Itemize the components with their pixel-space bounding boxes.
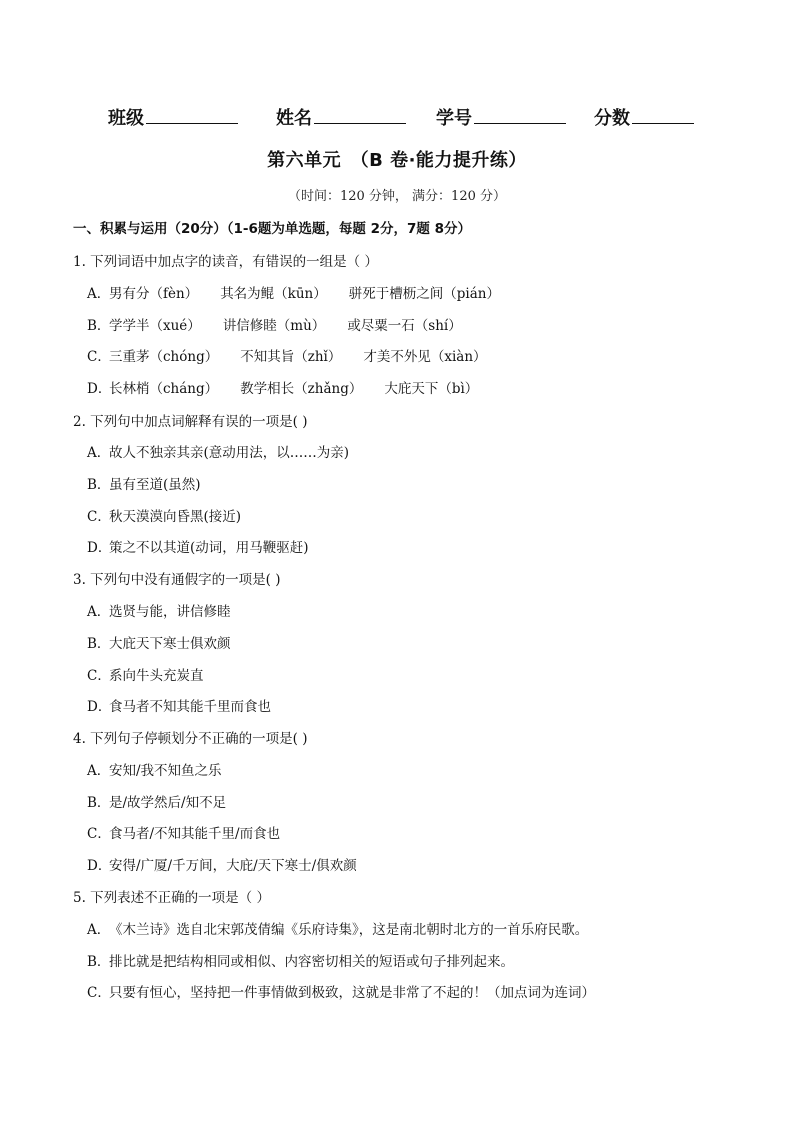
question-1-option-b: [87, 314, 484, 334]
question-2-stem: 2. 下列句中加点词解释有误的一项是( ): [73, 414, 308, 430]
option-text: 大庇天下（bì）: [384, 381, 479, 397]
option-text: 其名为鲲（kūn）: [220, 286, 327, 302]
name-blank[interactable]: [314, 105, 406, 124]
option-letter: A．: [87, 445, 111, 461]
page-title: 第六单元 （B 卷·能力提升练）: [267, 150, 527, 171]
class-field: [108, 104, 238, 130]
option-letter: B．: [87, 954, 111, 970]
option-text: 是/故学然后/知不足: [109, 795, 227, 811]
question-2-option-b: [87, 473, 223, 493]
question-5-option-b: [87, 950, 536, 970]
option-letter: C．: [87, 826, 111, 842]
option-text: 长林梢（cháng）: [109, 381, 219, 397]
option-letter: B．: [87, 477, 111, 493]
name-field: [276, 104, 406, 130]
student-id-blank[interactable]: [474, 105, 566, 124]
option-text: 教学相长（zhǎng）: [240, 381, 363, 397]
question-1-option-c: [87, 345, 509, 365]
option-text: 才美不外见（xiàn）: [363, 349, 487, 365]
student-info-row: [108, 104, 708, 130]
question-5-option-c: [87, 981, 617, 1001]
class-blank[interactable]: [146, 105, 238, 124]
question-2-option-d: [87, 536, 331, 556]
score-blank[interactable]: [632, 105, 694, 124]
option-letter: C．: [87, 349, 111, 365]
student-id-label: 学号: [436, 108, 472, 129]
option-letter: D．: [87, 381, 112, 397]
option-text: 排比就是把结构相同或相似、内容密切相关的短语或句子排列起来。: [109, 954, 514, 970]
option-letter: A．: [87, 604, 111, 620]
option-letter: A．: [87, 922, 111, 938]
score-label: 分数: [594, 108, 630, 129]
option-text: 故人不独亲其亲(意动用法，以……为亲): [109, 445, 350, 461]
option-text: 学学半（xué）: [109, 318, 201, 334]
option-text: 策之不以其道(动词，用马鞭驱赶): [109, 540, 309, 556]
question-3-stem: 3. 下列句中没有通假字的一项是( ): [73, 572, 281, 588]
question-4-option-a: [87, 759, 244, 779]
question-1-option-d: [87, 377, 500, 397]
option-text: 选贤与能，讲信修睦: [109, 604, 231, 620]
question-2-option-c: [87, 505, 263, 525]
option-text: 《木兰诗》选自北宋郭茂倩编《乐府诗集》，这是南北朝时北方的一首乐府民歌。: [109, 922, 589, 938]
page-subtitle: （时间：120 分钟， 满分：120 分）: [287, 189, 507, 204]
option-text: 秋天漠漠向昏黑(接近): [109, 509, 242, 525]
option-text: 食马者不知其能千里而食也: [109, 699, 271, 715]
question-3-option-d: [87, 695, 293, 715]
option-letter: D．: [87, 540, 112, 556]
option-letter: B．: [87, 636, 111, 652]
option-text: 系向牛头充炭直: [109, 668, 204, 684]
option-letter: B．: [87, 795, 111, 811]
question-1-stem: 1. 下列词语中加点字的读音，有错误的一组是（ ）: [73, 254, 378, 270]
question-4-stem: 4. 下列句子停顿划分不正确的一项是( ): [73, 731, 308, 747]
option-text: 骈死于槽枥之间（pián）: [348, 286, 500, 302]
student-id-field: [436, 104, 566, 130]
option-text: 男有分（fèn）: [109, 286, 199, 302]
option-letter: A．: [87, 763, 111, 779]
question-4-option-d: [87, 854, 379, 874]
option-letter: D．: [87, 858, 112, 874]
option-text: 不知其旨（zhǐ）: [240, 349, 342, 365]
option-text: 三重茅（chóng）: [109, 349, 219, 365]
option-text: 大庇天下寒士俱欢颜: [109, 636, 231, 652]
option-text: 只要有恒心，坚持把一件事情做到极致，这就是非常了不起的！（加点词为连词）: [109, 985, 595, 1001]
option-text: 安得/广厦/千万间，大庇/天下寒士/俱欢颜: [109, 858, 357, 874]
question-5-option-a: [87, 918, 610, 938]
question-4-option-c: [87, 822, 302, 842]
question-1-option-a: [87, 282, 522, 302]
class-label: 班级: [108, 108, 144, 129]
option-letter: A．: [87, 286, 111, 302]
name-label: 姓名: [276, 108, 312, 129]
option-text: 虽有至道(虽然): [109, 477, 201, 493]
score-field: [594, 104, 694, 130]
option-letter: C．: [87, 985, 111, 1001]
question-3-option-a: [87, 600, 253, 620]
option-text: 或尽粟一石（shí）: [347, 318, 462, 334]
option-text: 安知/我不知鱼之乐: [109, 763, 222, 779]
option-text: 讲信修睦（mù）: [222, 318, 326, 334]
option-letter: C．: [87, 509, 111, 525]
option-letter: B．: [87, 318, 111, 334]
question-3-option-b: [87, 632, 253, 652]
section-heading: 一、积累与运用（20分）（1-6题为单选题，每题 2分，7题 8分）: [73, 221, 472, 237]
question-3-option-c: [87, 664, 226, 684]
question-2-option-a: [87, 441, 371, 461]
question-4-option-b: [87, 791, 248, 811]
question-5-stem: 5. 下列表述不正确的一项是（ ）: [73, 890, 270, 906]
option-letter: D．: [87, 699, 112, 715]
option-letter: C．: [87, 668, 111, 684]
option-text: 食马者/不知其能千里/而食也: [109, 826, 281, 842]
